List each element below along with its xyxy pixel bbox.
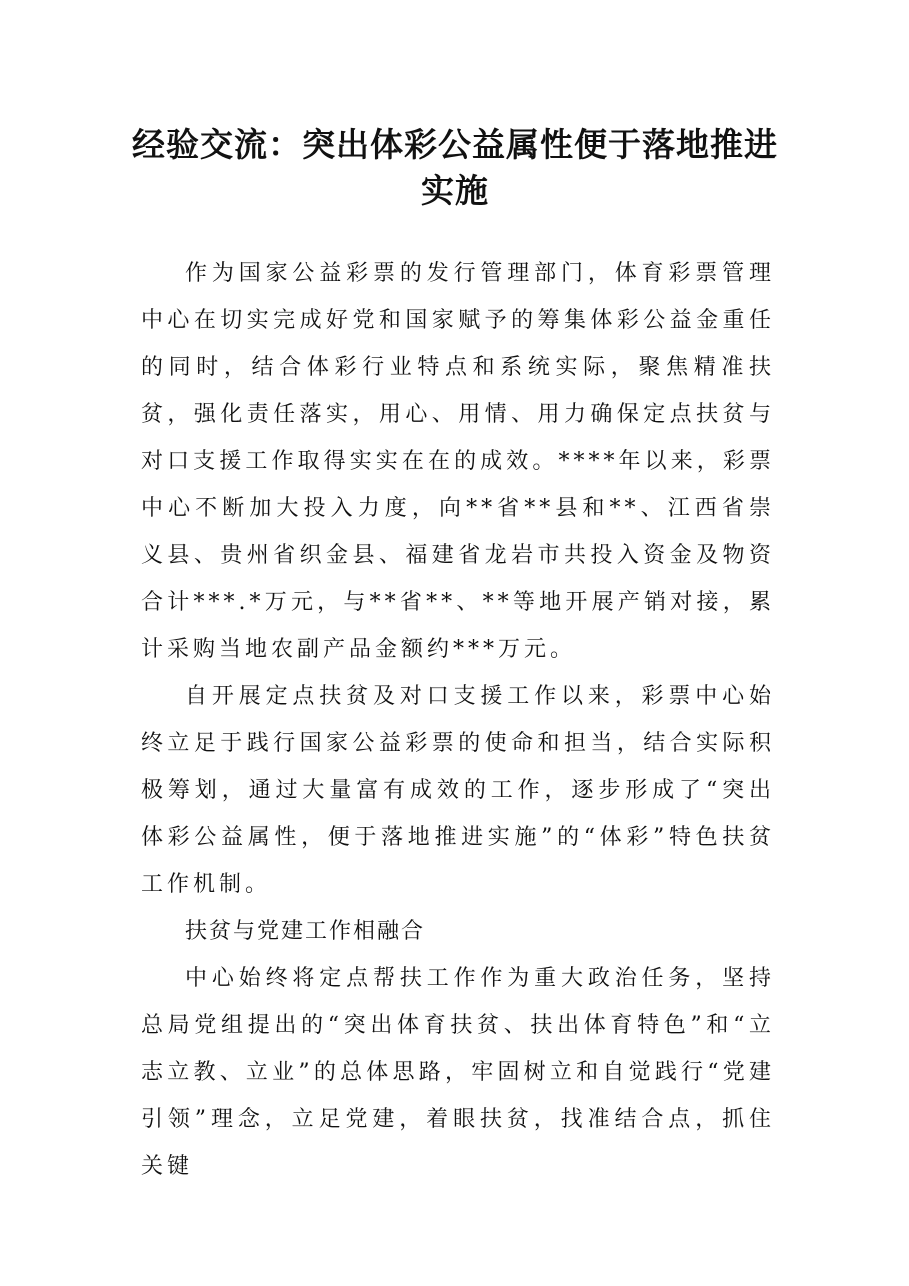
document-body (141, 250, 775, 1190)
document-title: 经验交流：突出体彩公益属性便于落地推进实施 (132, 125, 778, 210)
paragraph-mechanism: 自开展定点扶贫及对口支援工作以来，彩票中心始终立足于践行国家公益彩票的使命和担当，结合实际积极筹划，通过大量富有成效的工作，逐步形成了“突出体彩公益属性，便于落地推进实施”的“体彩”特色扶贫工作机制。 (141, 684, 775, 897)
section-heading: 扶贫与党建工作相融合 (185, 919, 426, 944)
paragraph-intro: 作为国家公益彩票的发行管理部门，体育彩票管理中心在切实完成好党和国家赋予的筹集体彩公益金重任的同时，结合体彩行业特点和系统实际，聚焦精准扶贫，强化责任落实，用心、用情、用力确保定点扶贫与对口支援工作取得实实在在的成效。****年以来，彩票中心不断加大投入力度，向**省**县和**、江西省崇义县、贵州省织金县、福建省龙岩市共投入资金及物资合计***.*万元，与**省**、**等地开展产销对接，累计采购当地农副产品金额约***万元。 (141, 261, 775, 662)
paragraph-party-building: 中心始终将定点帮扶工作作为重大政治任务，坚持总局党组提出的“突出体育扶贫、扶出体育特色”和“立志立教、立业”的总体思路，牢固树立和自觉践行“党建引领”理念，立足党建，着眼扶贫，找准结合点，抓住关键 (141, 966, 775, 1179)
